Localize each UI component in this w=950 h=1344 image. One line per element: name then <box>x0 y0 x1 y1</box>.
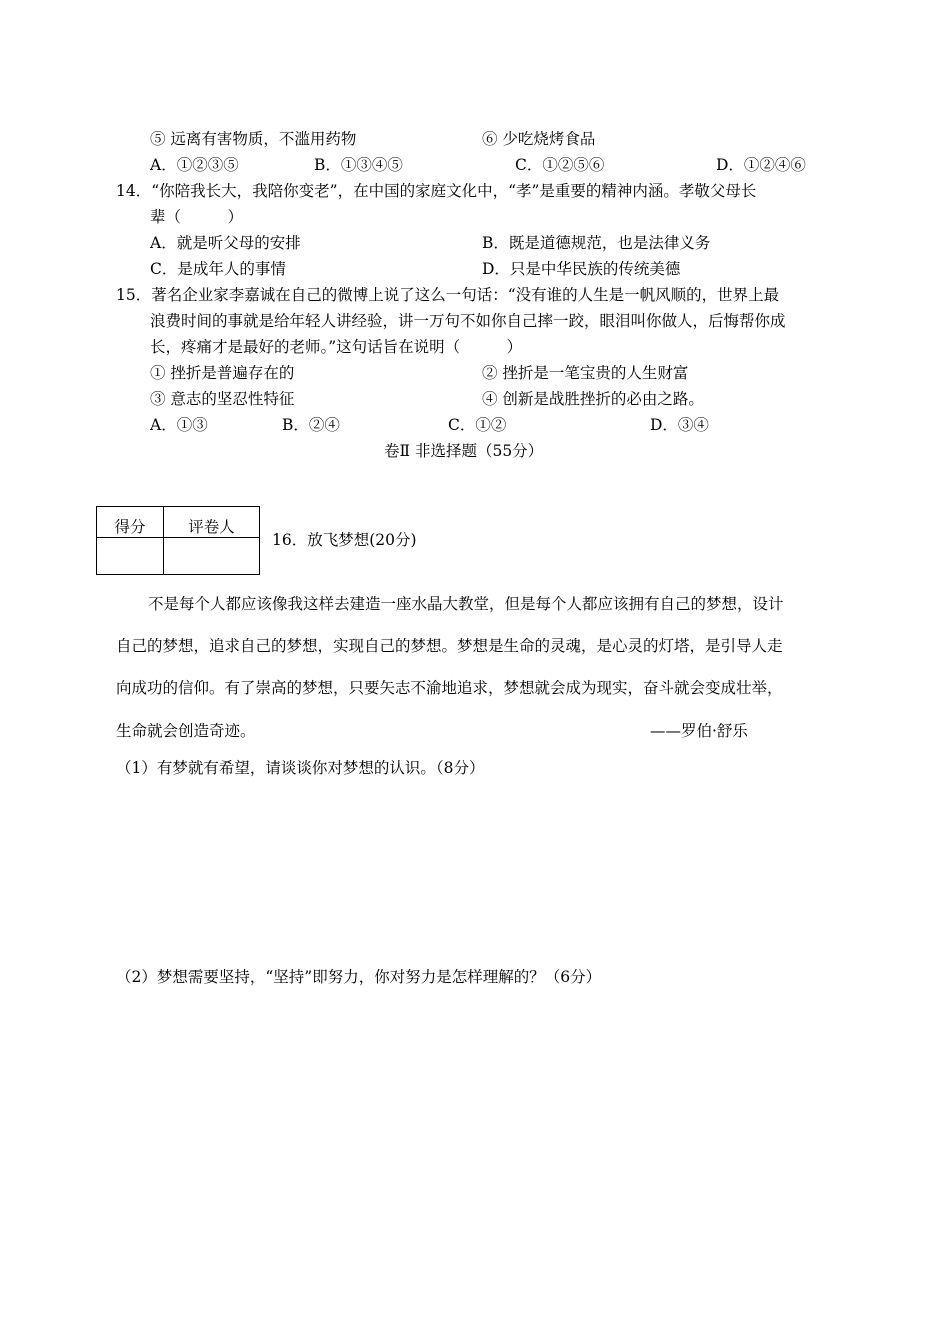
score-cell[interactable] <box>97 538 164 575</box>
q16-passage-line-4: 生命就会创造奇迹。 <box>116 722 256 740</box>
q15-choice-a: A．①③ <box>150 416 208 434</box>
q15-item-3: ③ 意志的坚忍性特征 <box>150 390 295 408</box>
q13-choice-b: B．①③④⑤ <box>314 156 403 174</box>
grader-cell[interactable] <box>164 538 260 575</box>
q15-item-1: ① 挫折是普遍存在的 <box>150 364 295 382</box>
q15-item-4: ④ 创新是战胜挫折的必由之路。 <box>482 390 704 408</box>
q15-choice-c: C．①② <box>448 416 507 434</box>
q13-choice-c: C．①②⑤⑥ <box>515 156 605 174</box>
q16-attribution: ——罗伯·舒乐 <box>650 722 748 740</box>
q14-choice-c: C．是成年人的事情 <box>150 260 286 278</box>
q13-choice-d: D．①②④⑥ <box>716 156 806 174</box>
q13-option-5: ⑤ 远离有害物质，不滥用药物 <box>150 130 357 148</box>
q14-choice-a: A．就是听父母的安排 <box>150 234 301 252</box>
q15-stem-line-2: 浪费时间的事就是给年轻人讲经验，讲一万句不如你自己摔一跤，眼泪叫你做人，后悔帮你成 <box>150 312 786 330</box>
q16-title: 16．放飞梦想(20分) <box>272 531 417 549</box>
q15-choice-d: D．③④ <box>650 416 709 434</box>
grading-table <box>96 506 260 575</box>
q13-choice-a: A．①②③⑤ <box>150 156 239 174</box>
q16-subquestion-2: （2）梦想需要坚持，“坚持”即努力，你对努力是怎样理解的？（6分） <box>116 968 602 986</box>
q16-passage-line-3: 向成功的信仰。有了崇高的梦想，只要矢志不渝地追求，梦想就会成为现实，奋斗就会变成壮举， <box>116 679 783 697</box>
q15-item-2: ② 挫折是一笔宝贵的人生财富 <box>482 364 689 382</box>
q14-stem-line-1: 14．“你陪我长大，我陪你变老”，在中国的家庭文化中，“孝”是重要的精神内涵。孝敬父母长 <box>116 182 757 200</box>
q13-option-6: ⑥ 少吃烧烤食品 <box>482 130 596 148</box>
q15-stem-line-3: 长，疼痛才是最好的老师。”这句话旨在说明（ ） <box>150 338 523 356</box>
section-2-title: 卷Ⅱ 非选择题（55分） <box>384 442 544 460</box>
q15-stem-line-1: 15．著名企业家李嘉诚在自己的微博上说了这么一句话：“没有谁的人生是一帆风顺的，世界上最 <box>116 286 780 304</box>
q16-passage-line-1: 不是每个人都应该像我这样去建造一座水晶大教堂，但是每个人都应该拥有自己的梦想，设计 <box>148 595 784 613</box>
q14-choice-d: D．只是中华民族的传统美德 <box>482 260 681 278</box>
q16-subquestion-1: （1）有梦就有希望，请谈谈你对梦想的认识。（8分） <box>116 759 485 777</box>
q14-stem-line-2: 辈（ ） <box>150 208 244 226</box>
q15-choice-b: B．②④ <box>282 416 340 434</box>
score-header: 得分 <box>97 507 164 538</box>
q14-choice-b: B．既是道德规范，也是法律义务 <box>482 234 711 252</box>
q16-passage-line-2: 自己的梦想，追求自己的梦想，实现自己的梦想。梦想是生命的灵魂，是心灵的灯塔，是引导人走 <box>116 637 783 655</box>
grader-header: 评卷人 <box>164 507 260 538</box>
